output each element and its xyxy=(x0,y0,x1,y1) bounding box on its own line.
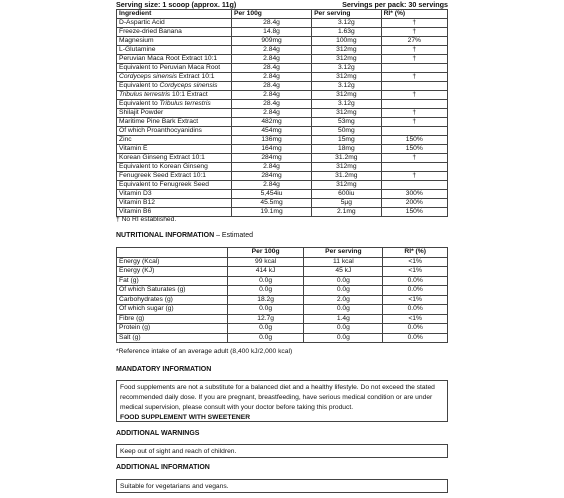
nut-per-100g-value: 0.0g xyxy=(227,333,304,343)
nutrient-label: Salt (g) xyxy=(117,333,228,343)
ingredient-name xyxy=(117,100,232,109)
nut-per-serving-value: 2.0g xyxy=(304,295,383,305)
nutrition-header-row xyxy=(117,248,448,258)
ingredient-name: L-Glutamine xyxy=(117,46,232,55)
nut-ri-value: <1% xyxy=(383,314,448,324)
per-serving-value: 312mg xyxy=(312,73,382,82)
ri-value: † xyxy=(381,109,447,118)
ingredient-name: Maritime Pine Bark Extract xyxy=(117,118,232,127)
ri-value: † xyxy=(381,46,447,55)
per-serving-value: 100mg xyxy=(312,37,382,46)
ingredient-name: Equivalent to Korean Ginseng xyxy=(117,163,232,172)
per-serving-value: 312mg xyxy=(312,55,382,64)
ingredient-name: Equivalent to Fenugreek Seed xyxy=(117,181,232,190)
per-100g-value: 909mg xyxy=(232,37,312,46)
ingredient-name-prefix: Equivalent to xyxy=(119,82,160,89)
per-100g-value: 482mg xyxy=(232,118,312,127)
supplement-row xyxy=(117,82,448,91)
nutrition-table xyxy=(116,247,448,343)
additional-box xyxy=(116,479,448,493)
ingredient-name: Vitamin D3 xyxy=(117,190,232,199)
ri-value xyxy=(381,82,447,91)
nutrition-row xyxy=(117,295,448,305)
per-100g-value: 454mg xyxy=(232,127,312,136)
per-serving-value: 3.12g xyxy=(312,100,382,109)
ri-value: † xyxy=(381,91,447,100)
per-100g-value: 2.84g xyxy=(232,73,312,82)
additional-title: ADDITIONAL INFORMATION xyxy=(116,464,210,471)
nutrition-rows xyxy=(117,257,448,343)
nut-ri-value: 0.0% xyxy=(383,276,448,286)
nut-per-100g-value: 0.0g xyxy=(227,324,304,334)
nutrition-row xyxy=(117,324,448,334)
per-100g-value: 5,454iu xyxy=(232,190,312,199)
per-100g-value: 28.4g xyxy=(232,100,312,109)
ingredient-name: Fenugreek Seed Extract 10:1 xyxy=(117,172,232,181)
supplement-row xyxy=(117,127,448,136)
per-serving-value: 15mg xyxy=(312,136,382,145)
per-100g-value: 2.84g xyxy=(232,163,312,172)
nut-per-100g-value: 18.2g xyxy=(227,295,304,305)
nut-per-serving-value: 0.0g xyxy=(304,333,383,343)
supplement-row xyxy=(117,37,448,46)
nutrition-row xyxy=(117,257,448,267)
nutrient-label: Carbohydrates (g) xyxy=(117,295,228,305)
ingredient-name: Shilajit Powder xyxy=(117,109,232,118)
nut-ri-value: 0.0% xyxy=(383,324,448,334)
serving-header xyxy=(116,0,448,9)
ingredient-name: Freeze-dried Banana xyxy=(117,28,232,37)
nut-per-100g-value: 414 kJ xyxy=(227,267,304,277)
supplement-rows xyxy=(117,19,448,217)
nutrition-title-text: NUTRITIONAL INFORMATION xyxy=(116,232,215,239)
ri-value xyxy=(381,64,447,73)
per-serving-value: 50mg xyxy=(312,127,382,136)
per-100g-value: 28.4g xyxy=(232,64,312,73)
supplement-header-row xyxy=(117,10,448,19)
ingredient-name: Peruvian Maca Root Extract 10:1 xyxy=(117,55,232,64)
reference-intake-note: *Reference intake of an average adult (8,400 kJ/2,000 kcal) xyxy=(116,348,293,355)
nutrient-label: Fat (g) xyxy=(117,276,228,286)
mandatory-bold-line: FOOD SUPPLEMENT WITH SWEETENER xyxy=(120,414,251,421)
ingredient-name: Of which Proanthocyanidins xyxy=(117,127,232,136)
ingredient-name-italic: Cordyceps sinensis xyxy=(159,82,218,89)
ri-value: † xyxy=(381,73,447,82)
nutrition-row xyxy=(117,276,448,286)
per-serving-value: 3.12g xyxy=(312,82,382,91)
supplement-row xyxy=(117,163,448,172)
per-100g-value: 45.5mg xyxy=(232,199,312,208)
per-100g-value: 28.4g xyxy=(232,19,312,28)
col-nut-per-serving: Per serving xyxy=(304,248,383,258)
ri-value: 300% xyxy=(381,190,447,199)
nutrition-row xyxy=(117,333,448,343)
supplement-row xyxy=(117,118,448,127)
supplement-row xyxy=(117,73,448,82)
nut-ri-value: 0.0% xyxy=(383,333,448,343)
supplement-row xyxy=(117,91,448,100)
nut-ri-value: <1% xyxy=(383,267,448,277)
nut-per-serving-value: 1.4g xyxy=(304,314,383,324)
nut-ri-value: 0.0% xyxy=(383,286,448,296)
nut-ri-value: 0.0% xyxy=(383,305,448,315)
nutrient-label: Of which Saturates (g) xyxy=(117,286,228,296)
per-serving-value: 600iu xyxy=(312,190,382,199)
nutrition-row xyxy=(117,314,448,324)
supplement-row xyxy=(117,199,448,208)
nut-per-serving-value: 0.0g xyxy=(304,305,383,315)
per-serving-value: 312mg xyxy=(312,163,382,172)
nut-per-serving-value: 0.0g xyxy=(304,286,383,296)
ri-value: † xyxy=(381,28,447,37)
supplement-table xyxy=(116,9,448,217)
ri-value: † xyxy=(381,154,447,163)
ri-value: † xyxy=(381,118,447,127)
supplement-row xyxy=(117,28,448,37)
warnings-text: Keep out of sight and reach of children. xyxy=(120,448,237,455)
warnings-box xyxy=(116,444,448,458)
col-nutrient xyxy=(117,248,228,258)
per-100g-value: 164mg xyxy=(232,145,312,154)
ri-value xyxy=(381,100,447,109)
per-serving-value: 2.1mg xyxy=(312,208,382,217)
col-per-serving: Per serving xyxy=(312,10,382,19)
supplement-row xyxy=(117,172,448,181)
supplement-row xyxy=(117,46,448,55)
per-100g-value: 2.84g xyxy=(232,91,312,100)
nut-ri-value: <1% xyxy=(383,257,448,267)
ingredient-name xyxy=(117,73,232,82)
no-ri-note: † No RI established. xyxy=(116,216,177,223)
supplement-row xyxy=(117,19,448,28)
nutrition-subtitle: – Estimated xyxy=(214,232,254,239)
supplement-facts xyxy=(116,0,448,217)
ri-value: 150% xyxy=(381,136,447,145)
nut-per-serving-value: 45 kJ xyxy=(304,267,383,277)
nut-per-serving-value: 0.0g xyxy=(304,276,383,286)
ingredient-name: Vitamin B6 xyxy=(117,208,232,217)
ri-value xyxy=(381,181,447,190)
ri-value: † xyxy=(381,19,447,28)
nut-per-100g-value: 0.0g xyxy=(227,276,304,286)
nutrition-title xyxy=(116,232,253,241)
nut-per-100g-value: 0.0g xyxy=(227,286,304,296)
nut-per-100g-value: 99 kcal xyxy=(227,257,304,267)
ingredient-name-prefix: Equivalent to xyxy=(119,100,160,107)
per-serving-value: 312mg xyxy=(312,109,382,118)
warnings-title: ADDITIONAL WARNINGS xyxy=(116,430,200,437)
per-100g-value: 28.4g xyxy=(232,82,312,91)
ingredient-name xyxy=(117,82,232,91)
ri-value: 150% xyxy=(381,145,447,154)
col-nut-per-100g: Per 100g xyxy=(227,248,304,258)
ri-value: 200% xyxy=(381,199,447,208)
mandatory-title: MANDATORY INFORMATION xyxy=(116,366,212,373)
per-serving-value: 1.63g xyxy=(312,28,382,37)
per-serving-value: 53mg xyxy=(312,118,382,127)
supplement-row xyxy=(117,109,448,118)
ri-value: 150% xyxy=(381,208,447,217)
nutrient-label: Energy (Kcal) xyxy=(117,257,228,267)
per-100g-value: 19.1mg xyxy=(232,208,312,217)
nutrition-row xyxy=(117,305,448,315)
per-100g-value: 284mg xyxy=(232,172,312,181)
nut-per-100g-value: 12.7g xyxy=(227,314,304,324)
nut-per-serving-value: 0.0g xyxy=(304,324,383,334)
mandatory-box xyxy=(116,380,448,422)
per-serving-value: 31.2mg xyxy=(312,154,382,163)
per-100g-value: 2.84g xyxy=(232,55,312,64)
per-100g-value: 14.8g xyxy=(232,28,312,37)
nutrient-label: Of which sugar (g) xyxy=(117,305,228,315)
supplement-row xyxy=(117,145,448,154)
ingredient-name-suffix: 10:1 Extract xyxy=(170,91,208,98)
per-serving-value: 18mg xyxy=(312,145,382,154)
per-serving-value: 312mg xyxy=(312,181,382,190)
servings-per-pack: Servings per pack: 30 servings xyxy=(342,0,448,9)
nut-per-serving-value: 11 kcal xyxy=(304,257,383,267)
nut-per-100g-value: 0.0g xyxy=(227,305,304,315)
ingredient-name: Vitamin E xyxy=(117,145,232,154)
nutrient-label: Fibre (g) xyxy=(117,314,228,324)
ingredient-name: Zinc xyxy=(117,136,232,145)
ingredient-name: Korean Ginseng Extract 10:1 xyxy=(117,154,232,163)
per-serving-value: 312mg xyxy=(312,46,382,55)
nut-ri-value: <1% xyxy=(383,295,448,305)
nutrition-row xyxy=(117,286,448,296)
per-100g-value: 2.84g xyxy=(232,181,312,190)
col-per-100g: Per 100g xyxy=(232,10,312,19)
ingredient-name: Magnesium xyxy=(117,37,232,46)
ri-value: † xyxy=(381,172,447,181)
ri-value: 27% xyxy=(381,37,447,46)
ingredient-name: Vitamin B12 xyxy=(117,199,232,208)
nutrient-label: Protein (g) xyxy=(117,324,228,334)
supplement-row xyxy=(117,154,448,163)
per-100g-value: 2.84g xyxy=(232,109,312,118)
per-serving-value: 3.12g xyxy=(312,64,382,73)
nutrient-label: Energy (KJ) xyxy=(117,267,228,277)
per-serving-value: 312mg xyxy=(312,91,382,100)
col-ingredient: Ingredient xyxy=(117,10,232,19)
ri-value xyxy=(381,127,447,136)
ingredient-name-suffix: Extract 10:1 xyxy=(176,73,215,80)
col-nut-ri: RI* (%) xyxy=(383,248,448,258)
supplement-row xyxy=(117,100,448,109)
supplement-row xyxy=(117,190,448,199)
per-100g-value: 284mg xyxy=(232,154,312,163)
ingredient-name xyxy=(117,91,232,100)
supplement-row xyxy=(117,181,448,190)
supplement-row xyxy=(117,64,448,73)
per-serving-value: 3.12g xyxy=(312,19,382,28)
supplement-row xyxy=(117,136,448,145)
ingredient-name-italic: Tribulus terrestris xyxy=(159,100,211,107)
per-serving-value: 31.2mg xyxy=(312,172,382,181)
ri-value xyxy=(381,163,447,172)
per-100g-value: 2.84g xyxy=(232,46,312,55)
ingredient-name-italic: Tribulus terrestris xyxy=(119,91,171,98)
ingredient-name-italic: Cordyceps sinensis xyxy=(119,73,177,80)
ri-value: † xyxy=(381,55,447,64)
ingredient-name: D-Aspartic Acid xyxy=(117,19,232,28)
mandatory-text: Food supplements are not a substitute for a balanced diet and a healthy lifestyle. Do not exceed the stated recommended daily dose. If you are pregnant, breastfeeding, have serious medical condition or are under medical supervision, please consult with your doctor before taking this product. xyxy=(120,384,435,411)
nutrition-row xyxy=(117,267,448,277)
nutrition-facts xyxy=(116,247,448,343)
col-ri: RI* (%) xyxy=(381,10,447,19)
supplement-row xyxy=(117,55,448,64)
additional-text: Suitable for vegetarians and vegans. xyxy=(120,483,229,490)
ingredient-name: Equivalent to Peruvian Maca Root xyxy=(117,64,232,73)
serving-size: Serving size: 1 scoop (approx. 11g) xyxy=(116,0,237,9)
per-serving-value: 5µg xyxy=(312,199,382,208)
per-100g-value: 136mg xyxy=(232,136,312,145)
